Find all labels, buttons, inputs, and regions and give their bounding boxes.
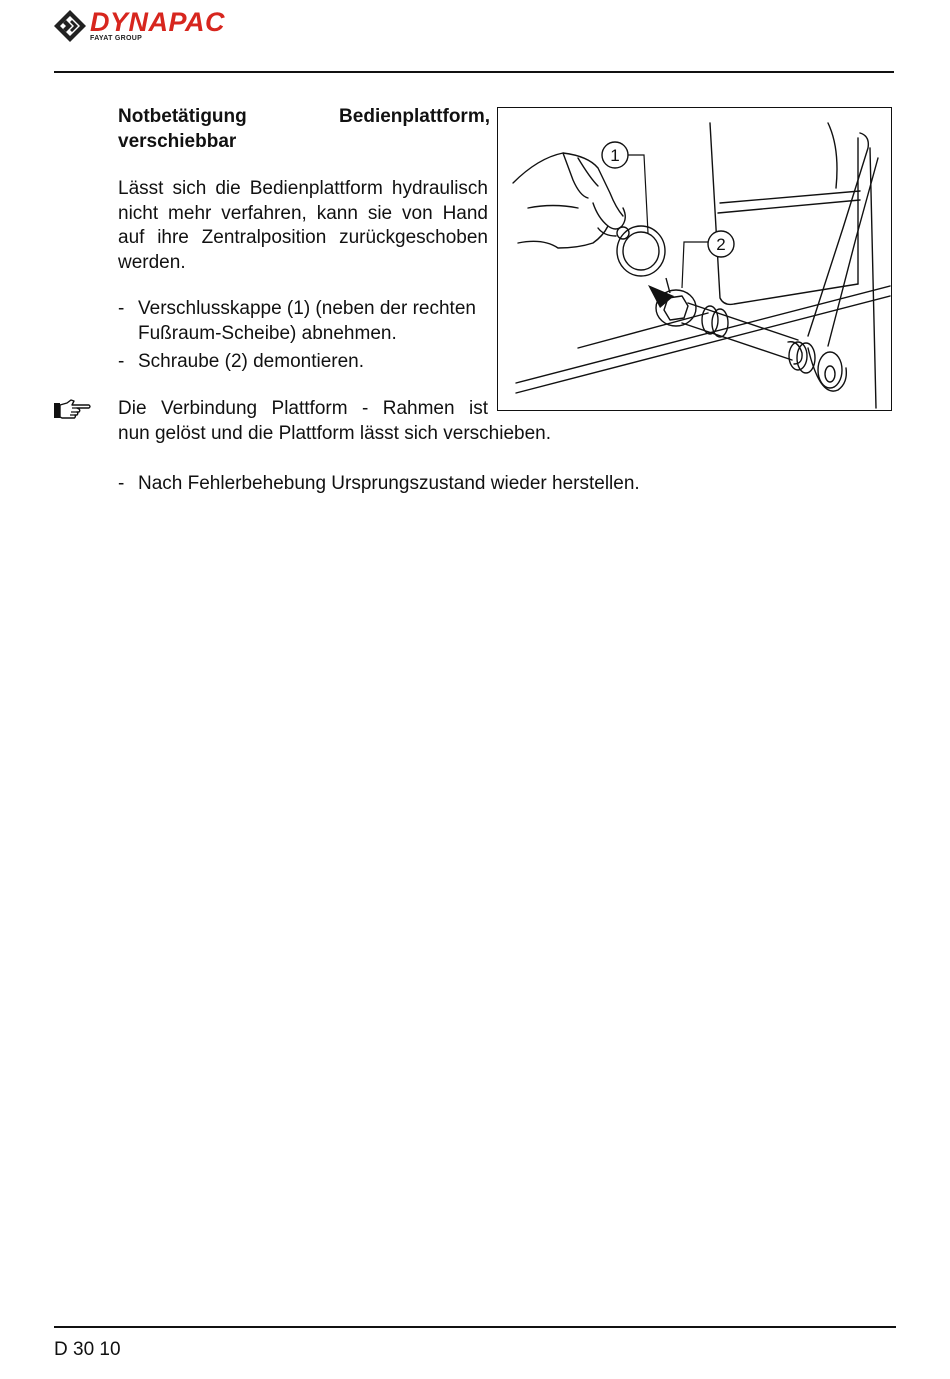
intro-paragraph: Lässt sich die Bedienplattform hydraulisch nicht mehr verfahren, kann sie von Hand auf ihre Zentralposition zurückgeschoben werden. [118,178,488,273]
list-item [118,296,493,346]
step-list [118,296,493,377]
note-paragraph [118,396,551,446]
brand-name: DYNAPAC [90,7,226,37]
callout-1-label: 1 [610,146,620,165]
list-dash: - [118,298,125,319]
note-line: nun gelöst und die Plattform lässt sich verschieben. [118,423,552,444]
illustration-frame [497,107,892,411]
step-text: Verschlusskappe (1) (neben der rechten Fußraum-Scheibe) abnehmen. [138,298,476,344]
list-item [118,349,493,374]
dynapac-logo [52,6,302,46]
section-title: Notbetätigung Bedienplattform, verschiebbar [118,106,490,152]
list-dash: - [118,351,125,372]
header-rule [54,71,894,73]
note-line: Die Verbindung Plattform - Rahmen ist [118,398,488,419]
document-code: D 30 10 [54,1339,121,1360]
brand-subtitle: FAYAT GROUP [90,35,143,42]
pointing-hand-icon [53,398,93,420]
step-text: Schraube (2) demontieren. [138,351,365,372]
wrench-illustration [498,108,891,410]
footer-rule [54,1326,896,1328]
step-text: Nach Fehlerbehebung Ursprungszustand wieder herstellen. [138,473,640,494]
list-dash: - [118,473,125,494]
callout-2-label: 2 [716,235,726,254]
arrow-icon [648,285,674,308]
final-step [118,471,640,496]
logo-mark-icon [52,8,88,44]
